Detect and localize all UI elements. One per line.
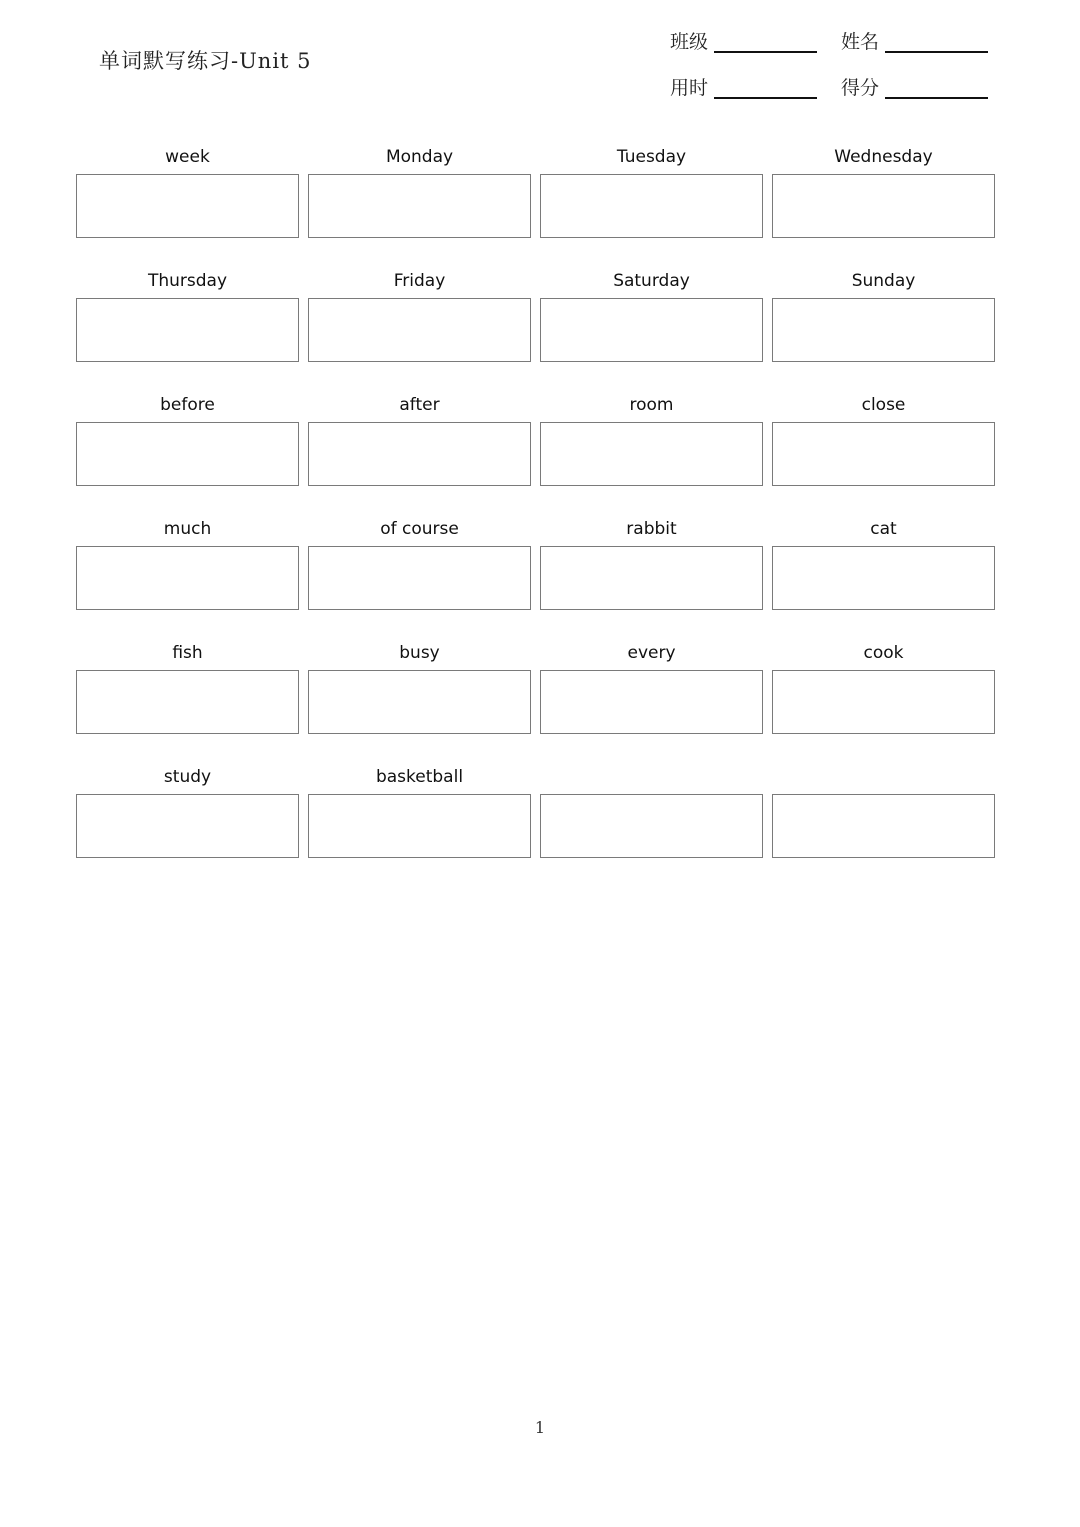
word-label: after	[399, 395, 440, 415]
answer-box[interactable]	[540, 298, 763, 362]
word-cell	[308, 140, 531, 240]
word-cell	[540, 512, 763, 612]
answer-box[interactable]	[76, 546, 299, 610]
word-cell	[308, 512, 531, 612]
answer-box[interactable]	[540, 670, 763, 734]
class-field	[670, 27, 820, 57]
word-cell	[308, 388, 531, 488]
word-grid	[76, 140, 994, 860]
word-label	[772, 760, 995, 794]
page-number: 1	[534, 1418, 546, 1437]
answer-box[interactable]	[76, 794, 299, 858]
word-cell	[540, 636, 763, 736]
word-cell	[772, 636, 995, 736]
word-label: room	[629, 395, 674, 415]
word-label: Friday	[393, 271, 446, 291]
word-cell	[540, 264, 763, 364]
word-cell	[76, 140, 299, 240]
word-label: Wednesday	[834, 147, 933, 167]
answer-box[interactable]	[772, 794, 995, 858]
score-blank-line[interactable]	[885, 97, 988, 99]
word-cell	[772, 264, 995, 364]
word-cell	[76, 512, 299, 612]
answer-box[interactable]	[76, 174, 299, 238]
word-cell	[772, 760, 995, 860]
answer-box[interactable]	[772, 422, 995, 486]
name-label: 姓名	[841, 31, 880, 53]
answer-box[interactable]	[308, 422, 531, 486]
answer-box[interactable]	[308, 298, 531, 362]
score-field	[841, 73, 991, 103]
word-cell	[540, 388, 763, 488]
name-field	[841, 27, 991, 57]
class-label: 班级	[670, 31, 709, 53]
word-label: Sunday	[851, 271, 916, 291]
word-label: week	[165, 147, 210, 167]
word-label: busy	[399, 643, 440, 663]
word-label: much	[163, 519, 212, 539]
word-label: cat	[870, 519, 897, 539]
word-cell	[76, 760, 299, 860]
word-label: fish	[172, 643, 203, 663]
answer-box[interactable]	[76, 298, 299, 362]
word-label: Thursday	[147, 271, 228, 291]
answer-box[interactable]	[772, 670, 995, 734]
time-field	[670, 73, 820, 103]
answer-box[interactable]	[308, 670, 531, 734]
word-label	[540, 760, 763, 794]
answer-box[interactable]	[772, 298, 995, 362]
answer-box[interactable]	[308, 794, 531, 858]
word-label: study	[163, 767, 212, 787]
word-cell	[308, 264, 531, 364]
class-blank-line[interactable]	[714, 51, 817, 53]
word-cell	[76, 636, 299, 736]
answer-box[interactable]	[308, 546, 531, 610]
word-cell	[76, 388, 299, 488]
score-label: 得分	[841, 77, 880, 99]
worksheet-title: 单词默写练习-Unit 5	[99, 49, 312, 73]
name-blank-line[interactable]	[885, 51, 988, 53]
answer-box[interactable]	[308, 174, 531, 238]
word-label: Monday	[385, 147, 454, 167]
word-label: of course	[380, 519, 459, 539]
answer-box[interactable]	[540, 422, 763, 486]
answer-box[interactable]	[772, 174, 995, 238]
answer-box[interactable]	[772, 546, 995, 610]
word-label: basketball	[375, 767, 464, 787]
answer-box[interactable]	[76, 670, 299, 734]
word-label: Saturday	[613, 271, 690, 291]
answer-box[interactable]	[540, 546, 763, 610]
word-label: close	[861, 395, 906, 415]
word-cell	[772, 512, 995, 612]
word-label: before	[160, 395, 215, 415]
word-cell	[772, 140, 995, 240]
word-label: every	[627, 643, 676, 663]
answer-box[interactable]	[76, 422, 299, 486]
word-cell	[76, 264, 299, 364]
word-cell	[772, 388, 995, 488]
answer-box[interactable]	[540, 794, 763, 858]
word-cell	[540, 140, 763, 240]
answer-box[interactable]	[540, 174, 763, 238]
time-blank-line[interactable]	[714, 97, 817, 99]
word-label: Tuesday	[616, 147, 687, 167]
word-cell	[308, 760, 531, 860]
time-label: 用时	[670, 77, 709, 99]
word-cell	[308, 636, 531, 736]
word-label: rabbit	[626, 519, 677, 539]
word-cell	[540, 760, 763, 860]
word-label: cook	[863, 643, 904, 663]
